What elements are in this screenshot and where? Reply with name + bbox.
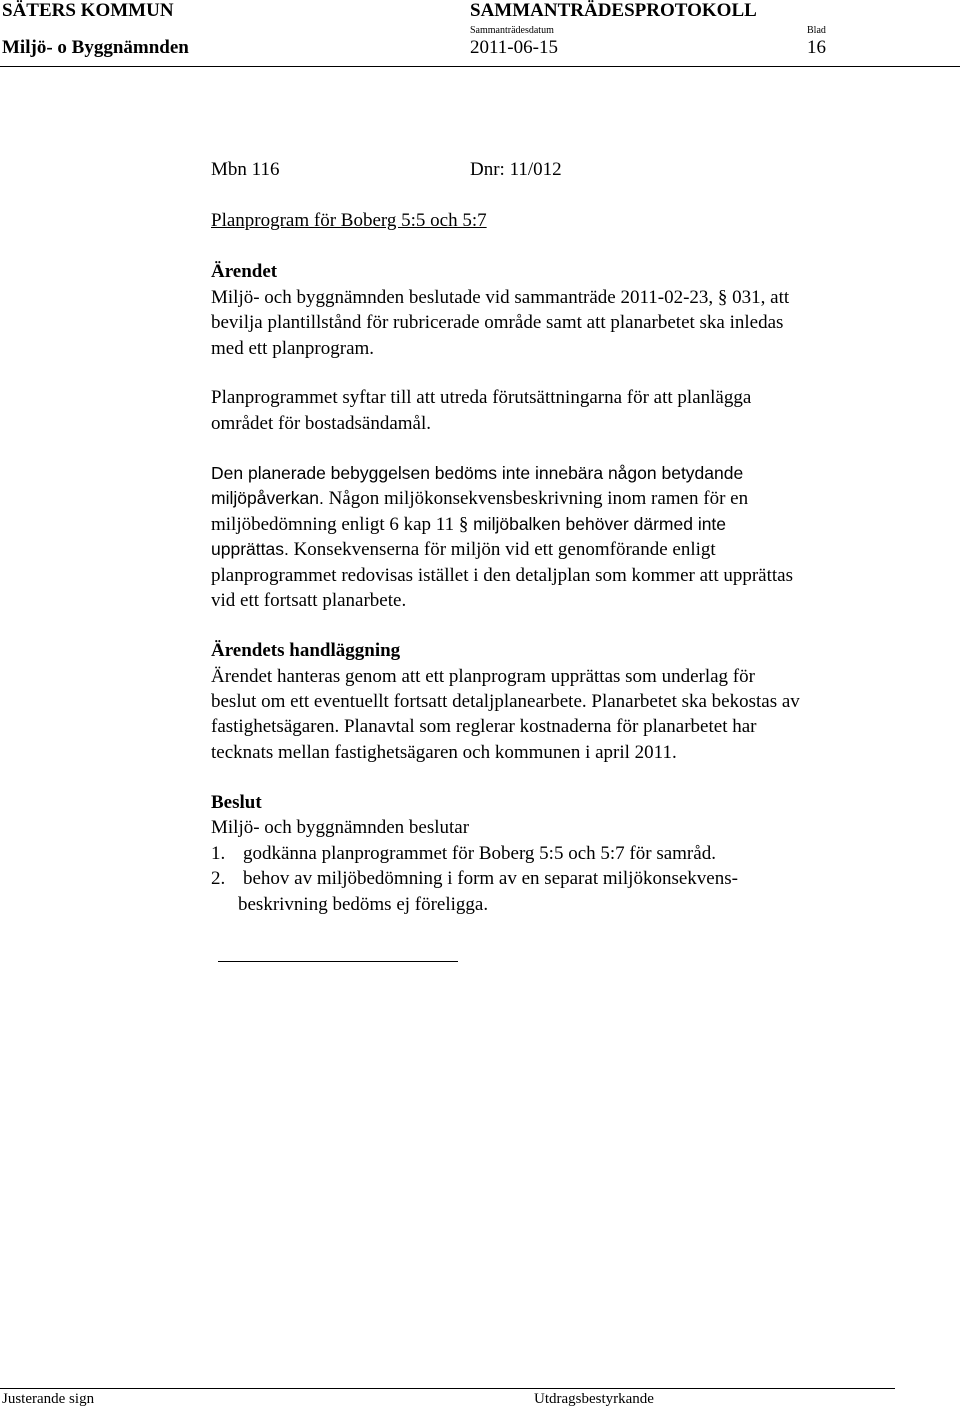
paragraph-line — [211, 537, 716, 563]
paragraph-line: tecknats mellan fastighetsägaren och kommunen i april 2011. — [211, 742, 677, 763]
paragraph-fragment: miljöbalken behöver därmed inte — [473, 514, 727, 534]
date-label: Sammanträdesdatum — [470, 25, 554, 36]
paragraph-line: beslut om ett eventuellt fortsatt detaljplanearbete. Planarbetet ska bekostas av — [211, 691, 800, 712]
municipality-name: SÄTERS KOMMUN — [2, 0, 174, 21]
paragraph-fragment: upprättas. — [211, 539, 289, 559]
header-rule — [0, 66, 960, 67]
footer-utdragsbestyrkande: Utdragsbestyrkande — [534, 1391, 654, 1407]
paragraph-line — [211, 486, 748, 512]
paragraph-line: området för bostadsändamål. — [211, 413, 432, 434]
list-item-number: 2. — [211, 868, 226, 889]
page-number: 16 — [807, 37, 826, 58]
meeting-date: 2011-06-15 — [470, 37, 558, 58]
paragraph-line: bevilja plantillstånd för rubricerade område samt att planarbetet ska inledas — [211, 312, 784, 333]
case-mbn: Mbn 116 — [211, 159, 280, 180]
section-heading-beslut: Beslut — [211, 792, 262, 813]
footer-rule — [0, 1388, 895, 1389]
section-heading-arendet: Ärendet — [211, 261, 278, 282]
paragraph-line: vid ett fortsatt planarbete. — [211, 590, 407, 611]
list-item-continuation: beskrivning bedöms ej föreligga. — [238, 894, 489, 915]
case-dnr: Dnr: 11/012 — [470, 159, 562, 180]
list-item-number: 1. — [211, 843, 226, 864]
paragraph-fragment: Konsekvenserna för miljön vid ett genomförande enligt — [288, 539, 716, 560]
paragraph-line — [211, 512, 726, 538]
paragraph-line: Planprogrammet syftar till att utreda förutsättningarna för att planlägga — [211, 387, 752, 408]
list-item: behov av miljöbedömning i form av en separat miljökonsekvens- — [243, 868, 738, 889]
case-title: Planprogram för Boberg 5:5 och 5:7 — [211, 210, 487, 231]
paragraph-line: fastighetsägaren. Planavtal som reglerar kostnaderna för planarbetet har — [211, 716, 757, 737]
paragraph-line: Miljö- och byggnämnden beslutade vid sammanträde 2011-02-23, § 031, att — [211, 287, 790, 308]
paragraph-line: Ärendet hanteras genom att ett planprogram upprättas som underlag för — [211, 666, 755, 687]
page-label: Blad — [807, 25, 826, 36]
committee-name: Miljö- o Byggnämnden — [2, 37, 189, 58]
closing-rule — [218, 961, 458, 962]
paragraph-fragment: miljöpåverkan. — [211, 488, 324, 508]
section-heading-handlaggning: Ärendets handläggning — [211, 640, 401, 661]
paragraph-line: med ett planprogram. — [211, 338, 375, 359]
paragraph-fragment: Någon miljökonsekvensbeskrivning inom ramen för en — [328, 488, 749, 509]
list-item: godkänna planprogrammet för Boberg 5:5 och 5:7 för samråd. — [243, 843, 716, 864]
document-type: SAMMANTRÄDESPROTOKOLL — [470, 0, 757, 21]
paragraph-line: Den planerade bebyggelsen bedöms inte innebära någon betydande — [211, 463, 744, 483]
footer-justerande-sign: Justerande sign — [2, 1391, 95, 1407]
paragraph-fragment: miljöbedömning enligt 6 kap 11 § — [211, 514, 474, 535]
beslut-intro: Miljö- och byggnämnden beslutar — [211, 817, 470, 838]
paragraph-line: planprogrammet redovisas istället i den detaljplan som kommer att upprättas — [211, 565, 793, 586]
